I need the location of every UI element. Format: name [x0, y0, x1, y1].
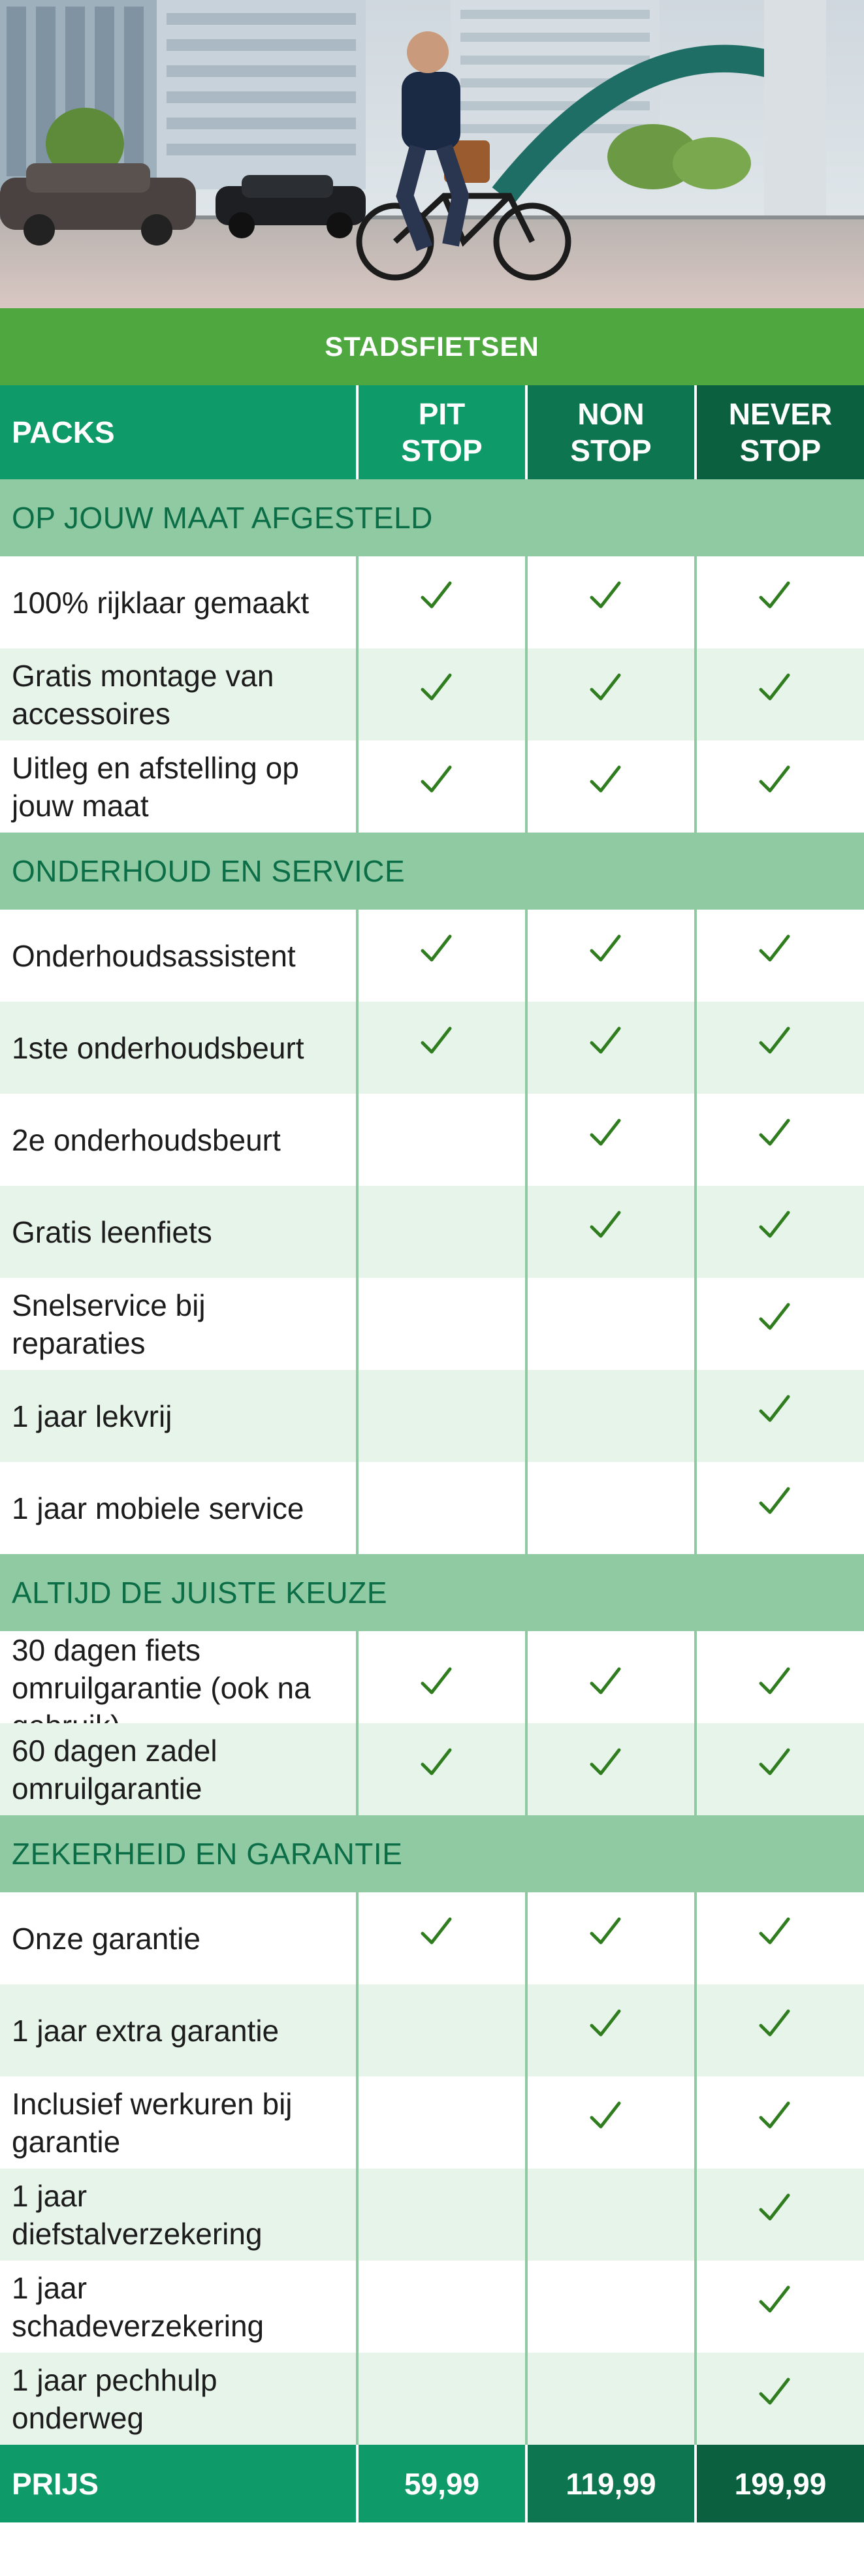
feature-label: 1 jaar extra garantie — [0, 1984, 356, 2076]
included-cell — [694, 2169, 864, 2261]
feature-label: 1ste onderhoudsbeurt — [0, 1002, 356, 1094]
included-cell — [694, 2353, 864, 2445]
check-icon — [600, 587, 623, 618]
section-header — [0, 479, 864, 556]
column-header-never-stop — [694, 385, 864, 479]
section-header — [0, 833, 864, 910]
check-icon — [430, 587, 454, 618]
check-icon — [600, 940, 623, 971]
check-icon — [600, 1032, 623, 1063]
packs-comparison-table — [0, 385, 864, 2522]
check-icon — [769, 771, 792, 802]
check-icon — [600, 1216, 623, 1247]
check-icon — [769, 1754, 792, 1785]
feature-label: 1 jaar pechhulp onderweg — [0, 2353, 356, 2445]
check-icon — [600, 1673, 623, 1704]
check-icon — [769, 1124, 792, 1155]
table-row — [0, 1002, 864, 1094]
table-header-row — [0, 385, 864, 479]
table-row — [0, 1094, 864, 1186]
column-header-non-stop — [525, 385, 694, 479]
column-header-pit-stop — [356, 385, 525, 479]
table-row — [0, 2169, 864, 2261]
table-row — [0, 1462, 864, 1554]
included-cell — [694, 910, 864, 1002]
included-cell — [694, 1094, 864, 1186]
empty-cell — [356, 2076, 525, 2169]
check-icon — [600, 2107, 623, 2138]
packs-header: PACKS — [0, 385, 356, 479]
check-icon — [769, 940, 792, 971]
column-header-line: PIT — [418, 397, 466, 431]
included-cell — [356, 648, 525, 740]
feature-label: Onze garantie — [0, 1892, 356, 1984]
check-icon — [430, 1923, 454, 1954]
feature-label: Onderhoudsassistent — [0, 910, 356, 1002]
table-row — [0, 2353, 864, 2445]
cyclist-city-photo — [0, 0, 864, 308]
table-row — [0, 1984, 864, 2076]
included-cell — [694, 556, 864, 648]
hero-photo — [0, 0, 864, 308]
check-icon — [430, 679, 454, 710]
empty-cell — [356, 2353, 525, 2445]
price-row — [0, 2445, 864, 2522]
included-cell — [525, 1723, 694, 1815]
empty-cell — [356, 2169, 525, 2261]
included-cell — [694, 1186, 864, 1278]
included-cell — [525, 1984, 694, 2076]
included-cell — [694, 1002, 864, 1094]
included-cell — [694, 648, 864, 740]
included-cell — [356, 740, 525, 833]
included-cell — [525, 1892, 694, 1984]
feature-label: Snelservice bij reparaties — [0, 1278, 356, 1370]
check-icon — [430, 1032, 454, 1063]
feature-label: 1 jaar schadeverzekering — [0, 2261, 356, 2353]
feature-label: 1 jaar lekvrij — [0, 1370, 356, 1462]
table-row — [0, 910, 864, 1002]
check-icon — [600, 771, 623, 802]
included-cell — [356, 1892, 525, 1984]
section-title: ALTIJD DE JUISTE KEUZE — [12, 1576, 388, 1610]
table-body — [0, 479, 864, 2445]
check-icon — [600, 1754, 623, 1785]
empty-cell — [356, 1186, 525, 1278]
included-cell — [525, 1186, 694, 1278]
price-label: PRIJS — [0, 2445, 356, 2522]
check-icon — [430, 1754, 454, 1785]
check-icon — [430, 940, 454, 971]
table-row — [0, 648, 864, 740]
section-title: OP JOUW MAAT AFGESTELD — [12, 501, 433, 535]
empty-cell — [356, 1278, 525, 1370]
table-row — [0, 1370, 864, 1462]
table-row — [0, 740, 864, 833]
empty-cell — [356, 1462, 525, 1554]
included-cell — [694, 1892, 864, 1984]
category-banner — [0, 308, 864, 385]
included-cell — [694, 2076, 864, 2169]
empty-cell — [525, 1370, 694, 1462]
included-cell — [694, 1462, 864, 1554]
price-non-stop: 119,99 — [525, 2445, 694, 2522]
included-cell — [694, 740, 864, 833]
table-row — [0, 1186, 864, 1278]
check-icon — [600, 679, 623, 710]
included-cell — [525, 2076, 694, 2169]
empty-cell — [525, 1278, 694, 1370]
empty-cell — [525, 2169, 694, 2261]
price-never-stop: 199,99 — [694, 2445, 864, 2522]
empty-cell — [525, 2353, 694, 2445]
column-header-line: STOP — [739, 434, 822, 468]
table-row — [0, 1723, 864, 1815]
included-cell — [525, 1094, 694, 1186]
check-icon — [769, 1309, 792, 1339]
empty-cell — [356, 1094, 525, 1186]
feature-label: Uitleg en afstelling op jouw maat — [0, 740, 356, 833]
table-row — [0, 2261, 864, 2353]
feature-label: 1 jaar diefstalverzekering — [0, 2169, 356, 2261]
feature-label: Gratis montage van accessoires — [0, 648, 356, 740]
included-cell — [694, 1723, 864, 1815]
check-icon — [769, 587, 792, 618]
included-cell — [356, 1723, 525, 1815]
price-pit-stop: 59,99 — [356, 2445, 525, 2522]
table-row — [0, 556, 864, 648]
check-icon — [769, 1401, 792, 1431]
check-icon — [600, 1124, 623, 1155]
check-icon — [769, 1493, 792, 1523]
table-row — [0, 1892, 864, 1984]
included-cell — [525, 910, 694, 1002]
check-icon — [769, 679, 792, 710]
included-cell — [694, 1278, 864, 1370]
check-icon — [769, 2383, 792, 2414]
check-icon — [769, 2107, 792, 2138]
table-row — [0, 1278, 864, 1370]
check-icon — [430, 1673, 454, 1704]
check-icon — [769, 2291, 792, 2322]
feature-label: Gratis leenfiets — [0, 1186, 356, 1278]
included-cell — [694, 2261, 864, 2353]
check-icon — [769, 1216, 792, 1247]
feature-label: 30 dagen fiets omruilgarantie (ook na — [0, 1631, 356, 1745]
feature-label: 60 dagen zadel omruilgarantie — [0, 1723, 356, 1815]
check-icon — [769, 1032, 792, 1063]
table-row — [0, 1631, 864, 1723]
column-header-line: NEVER — [728, 397, 833, 431]
feature-label: 1 jaar mobiele service — [0, 1462, 356, 1554]
check-icon — [769, 1673, 792, 1704]
feature-label: 2e onderhoudsbeurt — [0, 1094, 356, 1186]
check-icon — [600, 2015, 623, 2046]
section-header — [0, 1554, 864, 1631]
included-cell — [694, 1984, 864, 2076]
included-cell — [525, 556, 694, 648]
included-cell — [356, 556, 525, 648]
included-cell — [694, 1370, 864, 1462]
feature-label: 100% rijklaar gemaakt — [0, 556, 356, 648]
column-header-line: NON — [577, 397, 645, 431]
column-header-line: STOP — [401, 434, 483, 468]
included-cell — [525, 1002, 694, 1094]
empty-cell — [525, 1462, 694, 1554]
column-header-line: STOP — [570, 434, 652, 468]
empty-cell — [356, 2261, 525, 2353]
empty-cell — [525, 2261, 694, 2353]
included-cell — [356, 910, 525, 1002]
feature-label: Inclusief werkuren bij garantie — [0, 2076, 356, 2169]
category-title: STADSFIETSEN — [325, 331, 539, 362]
check-icon — [600, 1923, 623, 1954]
check-icon — [769, 1923, 792, 1954]
included-cell — [525, 648, 694, 740]
empty-cell — [356, 1370, 525, 1462]
section-title: ONDERHOUD EN SERVICE — [12, 854, 406, 888]
section-header — [0, 1815, 864, 1892]
included-cell — [525, 740, 694, 833]
section-title: ZEKERHEID EN GARANTIE — [12, 1837, 403, 1871]
table-row — [0, 2076, 864, 2169]
check-icon — [769, 2199, 792, 2230]
included-cell — [356, 1002, 525, 1094]
empty-cell — [356, 1984, 525, 2076]
check-icon — [430, 771, 454, 802]
check-icon — [769, 2015, 792, 2046]
